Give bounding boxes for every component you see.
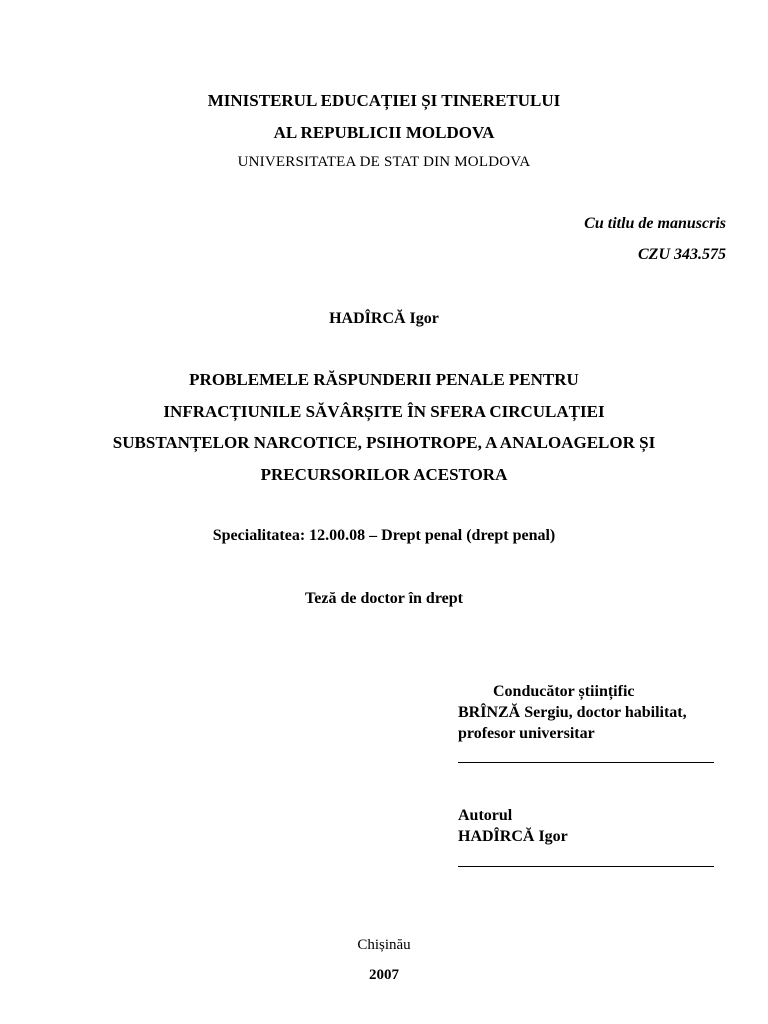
- city: Chișinău: [357, 937, 411, 953]
- manuscript-note: Cu titlu de manuscris: [584, 215, 726, 232]
- supervisor-heading: Conducător științific: [493, 683, 635, 700]
- university-name: UNIVERSITATEA DE STAT DIN MOLDOVA: [237, 154, 531, 170]
- supervisor-title: profesor universitar: [458, 725, 595, 742]
- supervisor-name: BRÎNZĂ Sergiu, doctor habilitat,: [458, 704, 687, 721]
- author-signature-line: [458, 866, 714, 867]
- czu-code: CZU 343.575: [638, 246, 726, 263]
- thesis-type: Teză de doctor în drept: [305, 590, 463, 607]
- thesis-title-line: INFRACȚIUNILE SĂVÂRȘITE ÎN SFERA CIRCULAȚIEI: [163, 402, 605, 421]
- ministry-line-2: AL REPUBLICII MOLDOVA: [273, 123, 495, 142]
- thesis-title-line: PRECURSORILOR ACESTORA: [260, 465, 508, 484]
- specialty: Specialitatea: 12.00.08 – Drept penal (drept penal): [212, 527, 556, 544]
- thesis-title-line: SUBSTANȚELOR NARCOTICE, PSIHOTROPE, A ANALOAGELOR ȘI: [112, 433, 656, 452]
- thesis-title-line: PROBLEMELE RĂSPUNDERII PENALE PENTRU: [189, 370, 579, 389]
- author-heading: Autorul: [458, 807, 513, 824]
- year: 2007: [369, 967, 399, 983]
- author-name: HADÎRCĂ Igor: [329, 310, 439, 327]
- author-block-name: HADÎRCĂ Igor: [458, 828, 568, 845]
- supervisor-signature-line: [458, 762, 714, 763]
- ministry-line-1: MINISTERUL EDUCAȚIEI ȘI TINERETULUI: [207, 91, 561, 110]
